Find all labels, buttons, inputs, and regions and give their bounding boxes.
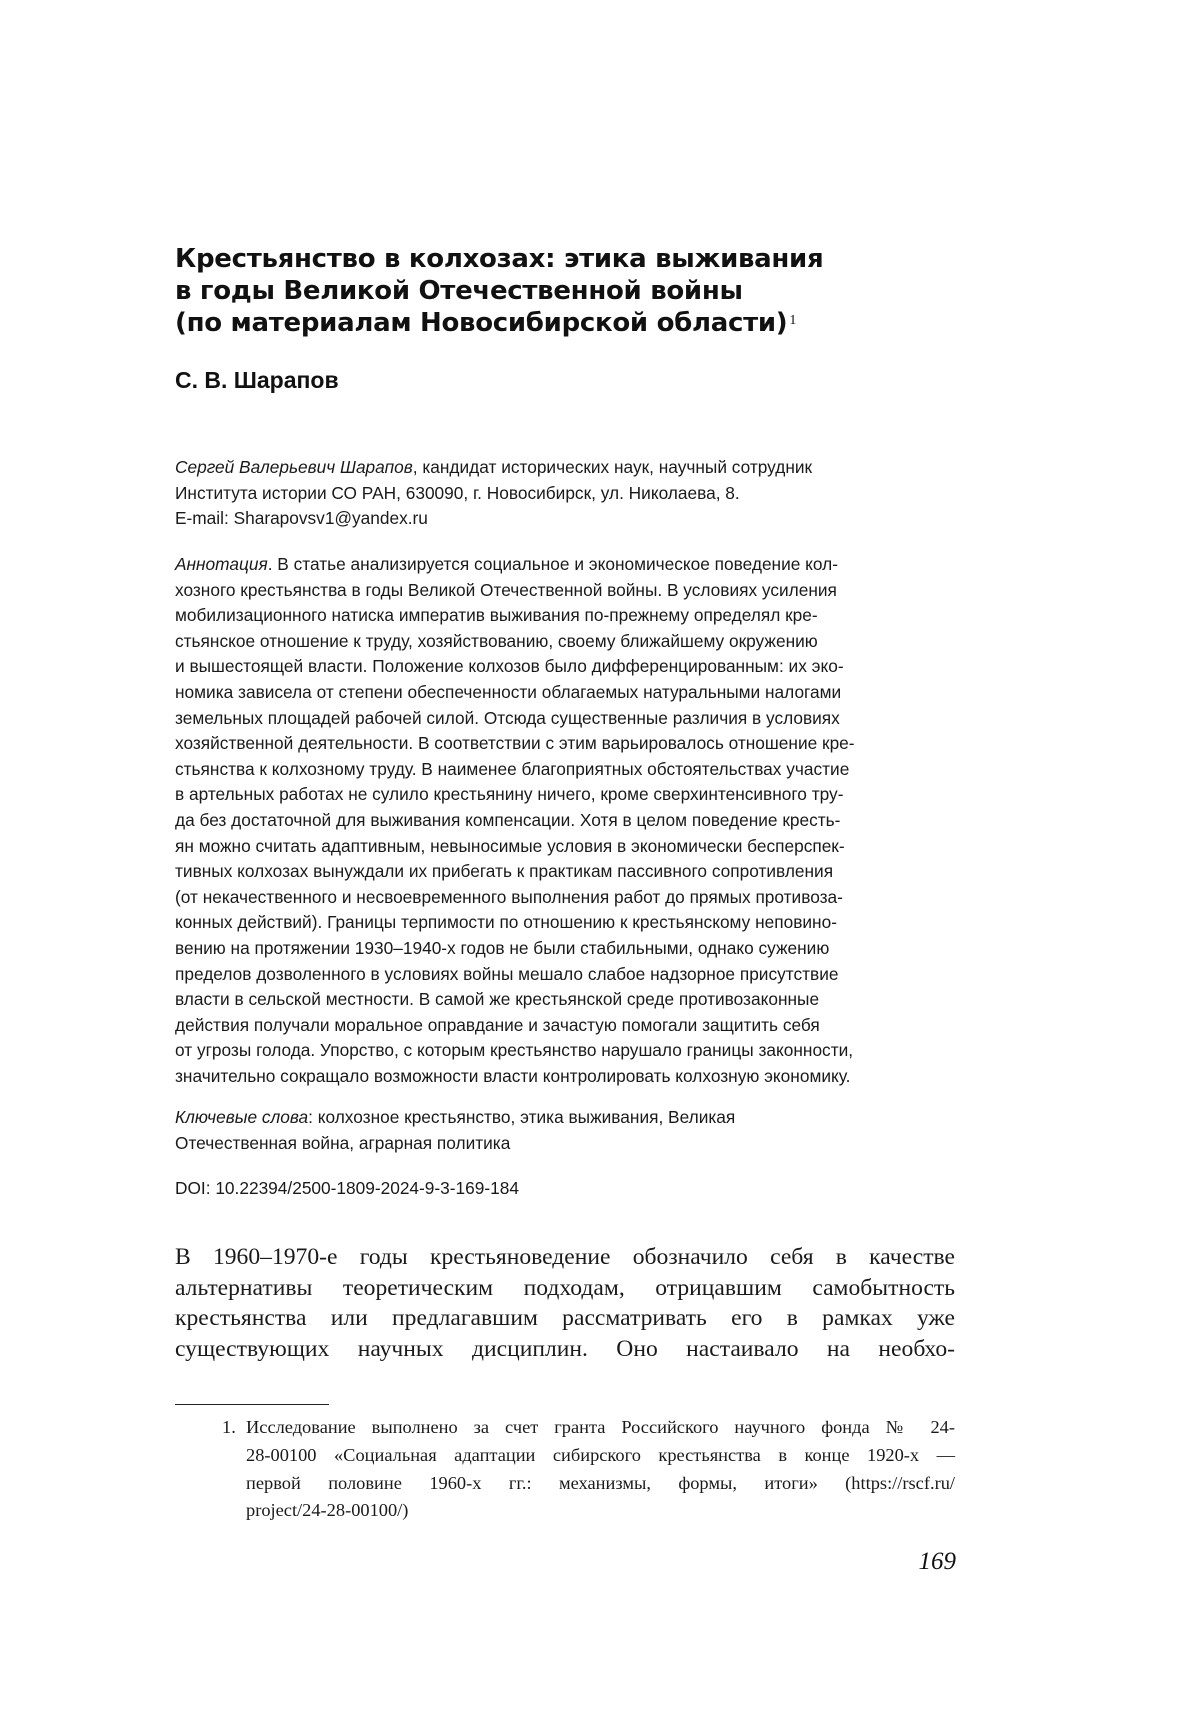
footnote-text — [246, 1414, 955, 1525]
title-line-1: Крестьянство в колхозах: этика выживания — [175, 243, 935, 275]
title-line-2: в годы Великой Отечественной войны — [175, 275, 935, 307]
abstract-label: Аннотация — [175, 554, 268, 574]
keywords — [175, 1105, 955, 1156]
author-affiliation — [175, 455, 955, 532]
footnote-line[interactable]: первой половине 1960-х гг.: механизмы, формы, итоги» (https://rscf.ru/ — [246, 1470, 955, 1498]
abstract-line: власти в сельской местности. В самой же крестьянской среде противозаконные — [175, 987, 955, 1013]
abstract-line: земельных площадей рабочей силой. Отсюда существенные различия в условиях — [175, 706, 955, 732]
body-line: крестьянства или предлагавшим рассматривать его в рамках уже — [175, 1303, 955, 1334]
journal-page — [0, 0, 1200, 1710]
body-text — [175, 1242, 955, 1364]
abstract-line: (от некачественного и несвоевременного выполнения работ до прямых противоза- — [175, 885, 955, 911]
keywords-line-1 — [175, 1105, 955, 1131]
abstract-line: ян можно считать адаптивным, невыносимые условия в экономически бесперспек- — [175, 834, 955, 860]
abstract-line: хозяйственной деятельности. В соответствии с этим варьировалось отношение кре- — [175, 731, 955, 757]
body-line: В 1960–1970-е годы крестьяноведение обозначило себя в качестве — [175, 1242, 955, 1273]
abstract-line: значительно сокращало возможности власти контролировать колхозную экономику. — [175, 1064, 955, 1090]
abstract — [175, 552, 955, 1089]
keywords-line-1-rest: : колхозное крестьянство, этика выживания, Великая — [308, 1107, 735, 1127]
title-footnote-ref[interactable]: 1 — [789, 313, 796, 328]
author-full-name: Сергей Валерьевич Шарапов — [175, 457, 413, 477]
abstract-line: стьянское отношение к труду, хозяйствованию, своему ближайшему окружению — [175, 629, 955, 655]
abstract-line-1 — [175, 552, 955, 578]
footnote-line[interactable]: project/24-28-00100/) — [246, 1497, 955, 1525]
footnote-divider — [175, 1404, 329, 1405]
title-line-3-text: (по материалам Новосибирской области) — [175, 308, 787, 338]
abstract-line: пределов дозволенного в условиях войны мешало слабое надзорное присутствие — [175, 962, 955, 988]
abstract-line: тивных колхозах вынуждали их прибегать к практикам пассивного сопротивления — [175, 859, 955, 885]
keywords-label: Ключевые слова — [175, 1107, 308, 1127]
abstract-line: конных действий). Границы терпимости по отношению к крестьянскому неповино- — [175, 910, 955, 936]
article-title — [175, 243, 935, 339]
body-line: альтернативы теоретическим подходам, отрицавшим самобытность — [175, 1273, 955, 1304]
abstract-line: стьянства к колхозному труду. В наименее благоприятных обстоятельствах участие — [175, 757, 955, 783]
abstract-line: мобилизационного натиска императив выживания по-прежнему определял кре- — [175, 603, 955, 629]
abstract-line: номика зависела от степени обеспеченности облагаемых натуральными налогами — [175, 680, 955, 706]
footnote-number: 1. — [222, 1414, 236, 1442]
body-line: существующих научных дисциплин. Оно настаивало на необхо- — [175, 1334, 955, 1365]
affiliation-line-1-rest: , кандидат исторических наук, научный сотрудник — [413, 457, 812, 477]
doi-text[interactable]: DOI: 10.22394/2500-1809-2024-9-3-169-184 — [175, 1176, 955, 1202]
abstract-line: и вышестоящей власти. Положение колхозов было дифференцированным: их эко- — [175, 654, 955, 680]
keywords-line-2: Отечественная война, аграрная политика — [175, 1131, 955, 1157]
footnote-line: 28-00100 «Социальная адаптации сибирского крестьянства в конце 1920-х — — [246, 1442, 955, 1470]
doi[interactable] — [175, 1176, 955, 1202]
affiliation-email: E-mail: Sharapovsv1@yandex.ru — [175, 506, 955, 532]
title-line-3 — [175, 307, 935, 339]
abstract-line: действия получали моральное оправдание и зачастую помогали защитить себя — [175, 1013, 955, 1039]
abstract-line: от угрозы голода. Упорство, с которым крестьянство нарушало границы законности, — [175, 1038, 955, 1064]
affiliation-line-1 — [175, 455, 955, 481]
affiliation-line-2: Института истории СО РАН, 630090, г. Новосибирск, ул. Николаева, 8. — [175, 481, 955, 507]
abstract-line-1-rest: . В статье анализируется социальное и экономическое поведение кол- — [268, 554, 838, 574]
abstract-line: в артельных работах не сулило крестьянину ничего, кроме сверхинтенсивного тру- — [175, 782, 955, 808]
abstract-line: вению на протяжении 1930–1940-х годов не были стабильными, однако сужению — [175, 936, 955, 962]
abstract-line: да без достаточной для выживания компенсации. Хотя в целом поведение кресть- — [175, 808, 955, 834]
article-author: С. В. Шарапов — [175, 367, 339, 394]
abstract-line: хозного крестьянства в годы Великой Отечественной войны. В условиях усиления — [175, 578, 955, 604]
footnote-line: Исследование выполнено за счет гранта Российского научного фонда № 24- — [246, 1414, 955, 1442]
page-number: 169 — [896, 1548, 956, 1576]
